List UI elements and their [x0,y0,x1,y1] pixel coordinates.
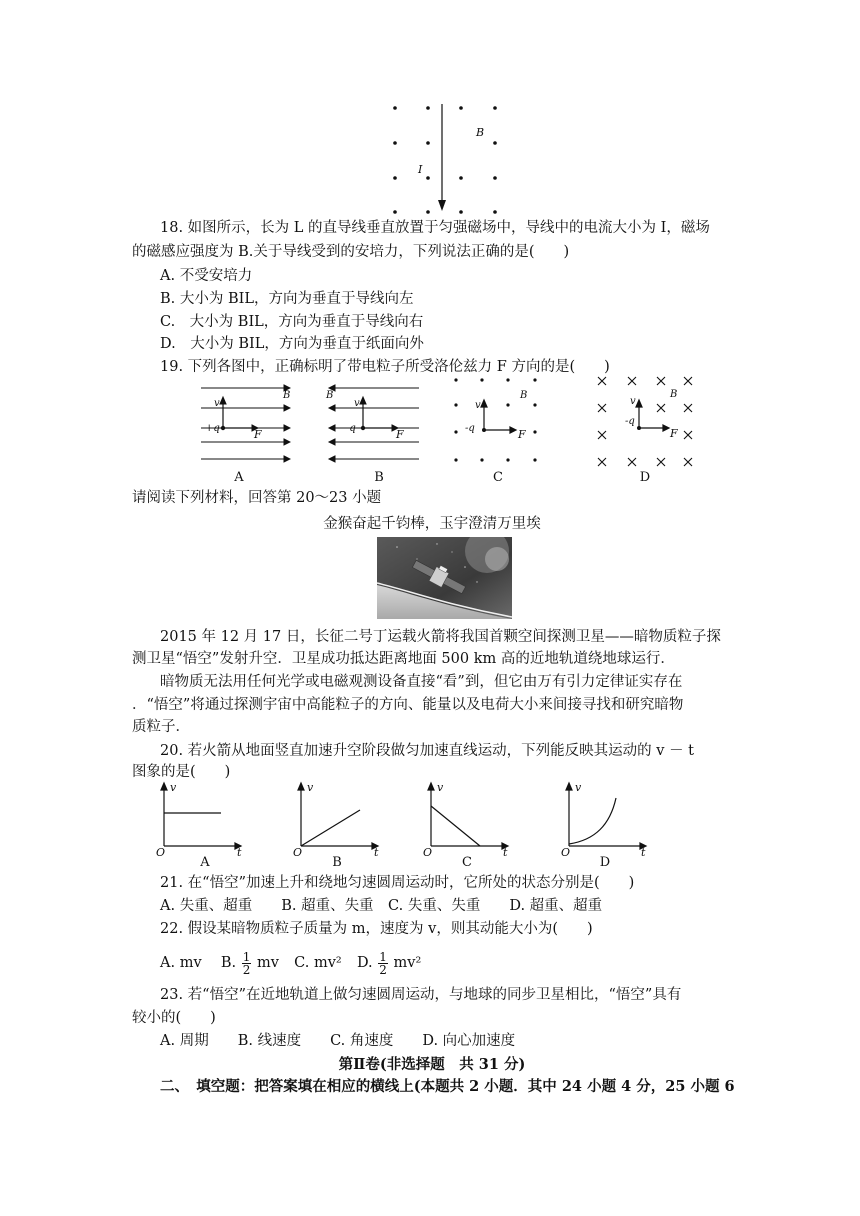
q19-d-force: F [670,427,678,440]
q19-c-letter: C [493,470,503,485]
q20-a-letter: A [200,855,210,870]
material-p1-line1: 2015 年 12 月 17 日，长征二号丁运载火箭将我国首颗空间探测卫星——暗物质粒子探 [160,629,721,645]
q22-d-denominator: 2 [379,962,387,977]
q20-a-o: O [156,846,166,859]
q22-stem: 22. 假设某暗物质粒子质量为 m，速度为 v，则其动能大小为( ) [160,921,593,937]
q20-c-o: O [423,846,433,859]
satellite-photo [377,537,512,619]
q20-a-v: v [170,781,177,794]
q19-a-letter: A [234,470,244,485]
q20-d-o: O [561,846,571,859]
q22-option-d-prefix: D. [356,955,373,971]
material-p2-line2: ．“悟空”将通过探测宇宙中高能粒子的方向、能量以及电荷大小来间接寻找和研究暗物 [132,697,684,713]
material-p2-line1: 暗物质无法用任何光学或电磁观测设备直接“看”到，但它由万有引力定律证实存在 [160,674,683,690]
q20-d-t: t [641,846,646,859]
q19-c-force: F [518,428,526,441]
q19-figure-c [448,372,548,467]
q19-d-charge: -q [625,416,635,427]
q23-stem-line2: 较小的( ) [132,1010,216,1026]
q20-c-letter: C [462,855,472,870]
q20-graph-a [155,780,245,852]
q19-d-field: B [670,389,678,400]
q19-c-v: v [475,400,481,411]
q20-a-t: t [237,846,242,859]
q19-d-letter: D [639,470,651,485]
material-intro: 请阅读下列材料，回答第 20～23 小题 [132,490,382,506]
q18-stem-line1: 18. 如图所示，长为 L 的直导线垂直放置于匀强磁场中，导线中的电流大小为 I，磁场 [160,220,710,236]
q19-a-charge: +q [205,423,220,434]
q19-b-v: v [354,398,360,409]
material-p2-line3: 质粒子． [132,719,190,735]
q22-option-b-fraction [242,951,252,976]
q22-b-numerator: 1 [242,949,251,964]
q18-option-c: C. 大小为 BIL，方向为垂直于导线向右 [160,314,424,330]
q19-c-field: B [520,390,528,401]
q18-option-a: A. 不受安培力 [160,268,253,284]
q20-b-t: t [374,846,379,859]
q22-option-c: C. mv² [294,955,342,971]
q20-c-t: t [503,846,508,859]
q19-figure-b [327,380,422,465]
part2-heading: 第Ⅱ卷(非选择题 共 31 分) [338,1056,526,1073]
q22-option-a: A. mv [160,955,202,971]
q20-stem-line2: 图象的是( ) [132,764,231,780]
figure-18 [385,100,510,218]
q18-stem-line2: 的磁感应强度为 B.关于导线受到的安培力，下列说法正确的是( ) [132,244,570,260]
part2-section-heading: 二、 填空题：把答案填在相应的横线上(本题共 2 小题．其中 24 小题 4 分，25 小题 6 [160,1078,735,1095]
material-p1-line2: 测卫星“悟空”发射升空．卫星成功抵达距离地面 500 km 高的近地轨道绕地球运行． [132,651,675,667]
q20-b-o: O [293,846,303,859]
q19-a-force: F [254,428,262,441]
q19-figure-d [592,372,697,470]
q20-stem-line1: 20. 若火箭从地面竖直加速升空阶段做匀加速直线运动，下列能反映其运动的 v － t [160,743,695,759]
q23-stem-line1: 23. 若“悟空”在近地轨道上做匀速圆周运动，与地球的同步卫星相比，“悟空”具有 [160,987,682,1003]
q23-options: A. 周期 B. 线速度 C. 角速度 D. 向心加速度 [160,1033,516,1049]
q22-option-b-suffix: mv [256,955,279,971]
q20-b-letter: B [332,855,342,870]
q18-option-d: D. 大小为 BIL，方向为垂直于纸面向外 [160,336,424,352]
q20-graph-b [292,780,382,852]
q22-b-denominator: 2 [242,962,251,977]
q19-b-field: B [326,390,334,401]
q20-graph-c [422,780,512,852]
material-title: 金猴奋起千钧棒，玉宇澄清万里埃 [323,516,541,532]
q21-options: A. 失重、超重 B. 超重、失重 C. 失重、失重 D. 超重、超重 [160,898,603,914]
q20-d-v: v [575,781,582,794]
q19-stem: 19. 下列各图中，正确标明了带电粒子所受洛伦兹力 F 方向的是( ) [160,359,610,375]
q22-option-b-prefix: B. [220,955,237,971]
q19-a-v: v [214,398,220,409]
figure-18-field-label: B [476,126,485,139]
figure-18-current-label: I [418,163,423,176]
q22-option-d-fraction [378,951,388,976]
q20-graph-d [560,780,650,852]
q21-stem: 21. 在“悟空”加速上升和绕地匀速圆周运动时，它所处的状态分别是( ) [160,875,635,891]
q19-b-force: F [396,428,404,441]
q19-d-v: v [630,396,636,407]
q18-option-b: B. 大小为 BIL，方向为垂直于导线向左 [160,291,414,307]
q22-d-numerator: 1 [379,949,387,964]
q20-d-letter: D [599,855,611,870]
q19-c-charge: -q [465,423,475,434]
q22-options [160,945,421,981]
q19-b-letter: B [374,470,384,485]
q20-c-v: v [437,781,444,794]
q19-b-charge: -q [346,423,356,434]
q19-a-field: B [283,390,291,401]
q22-option-d-suffix: mv² [393,955,422,971]
q20-b-v: v [307,781,314,794]
